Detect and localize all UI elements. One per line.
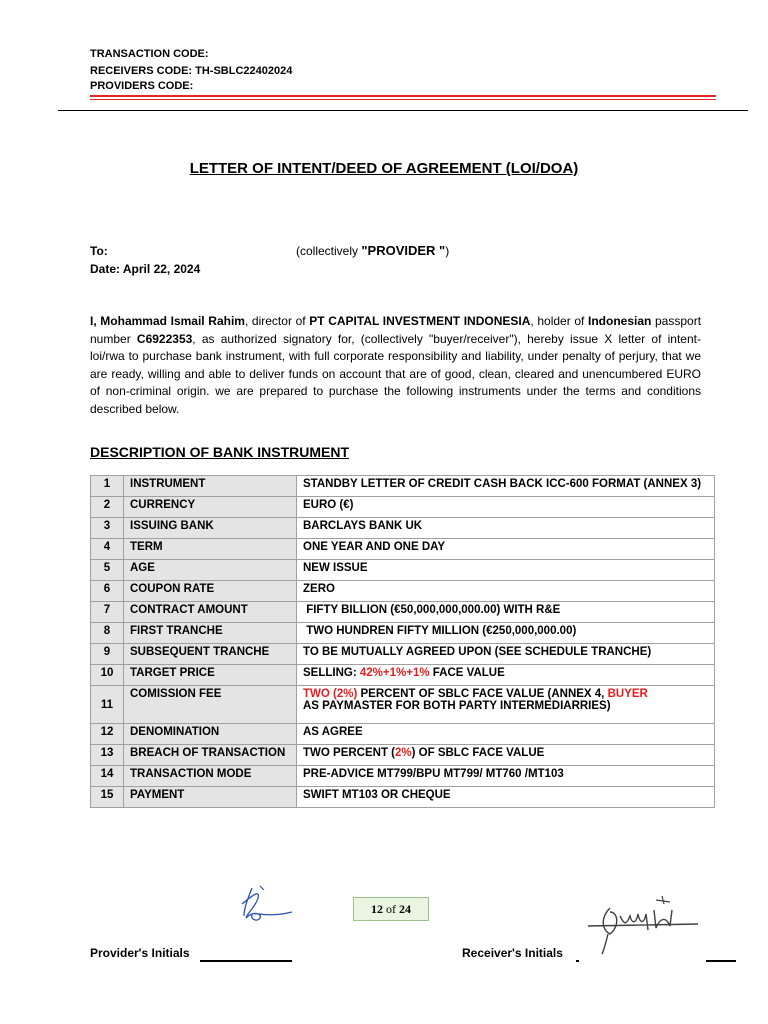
table-row bbox=[91, 476, 715, 497]
document-title: LETTER OF INTENT/DEED OF AGREEMENT (LOI/DOA) bbox=[189, 160, 579, 177]
to-label: To: bbox=[90, 244, 108, 258]
table-row bbox=[91, 518, 715, 539]
row-number: 10 bbox=[91, 665, 124, 686]
row-label: ISSUING BANK bbox=[124, 518, 297, 539]
row-value: ONE YEAR AND ONE DAY bbox=[297, 539, 715, 560]
row-label: SUBSEQUENT TRANCHE bbox=[124, 644, 297, 665]
row-value: NEW ISSUE bbox=[297, 560, 715, 581]
row-label: PAYMENT bbox=[124, 787, 297, 808]
receivers-code: RECEIVERS CODE: TH-SBLC22402024 bbox=[90, 65, 293, 77]
row-value: FIFTY BILLION (€50,000,000,000.00) WITH R&E bbox=[297, 602, 715, 623]
row-label: AGE bbox=[124, 560, 297, 581]
row-number: 8 bbox=[91, 623, 124, 644]
row-value: BARCLAYS BANK UK bbox=[297, 518, 715, 539]
row-label: INSTRUMENT bbox=[124, 476, 297, 497]
row-label: TRANSACTION MODE bbox=[124, 766, 297, 787]
provider-initials-label: Provider's Initials bbox=[90, 946, 190, 960]
header-rule bbox=[58, 110, 748, 111]
intro-paragraph: I, Mohammad Ismail Rahim, director of PT CAPITAL INVESTMENT INDONESIA, holder of Indonesian passport number C6922353, as authorized signatory for, (collectively "buyer/receiver"), hereby issue X letter of intent- loi/rwa to purchase bank instrument, with full corporate responsibility and liability, under penalty of perjury, that we are ready, willing and able to deliver funds on account that are of good, clean, cleared and unencumbered EURO of non-criminal origin. we are prepared to purchase the following instruments under the terms and conditions described below. bbox=[90, 314, 702, 416]
row-label: FIRST TRANCHE bbox=[124, 623, 297, 644]
receiver-initials-label: Receiver's Initials bbox=[462, 946, 563, 960]
row-number: 15 bbox=[91, 787, 124, 808]
row-label: TARGET PRICE bbox=[124, 665, 297, 686]
row-number: 4 bbox=[91, 539, 124, 560]
row-number: 11 bbox=[91, 686, 124, 724]
row-label: CONTRACT AMOUNT bbox=[124, 602, 297, 623]
row-value: TWO (2%) PERCENT OF SBLC FACE VALUE (ANNEX 4, BUYER AS PAYMASTER FOR BOTH PARTY INTERMEDIARRIES) bbox=[297, 686, 715, 724]
row-number: 13 bbox=[91, 745, 124, 766]
row-value: PRE-ADVICE MT799/BPU MT799/ MT760 /MT103 bbox=[297, 766, 715, 787]
page-indicator: 12 of 24 bbox=[353, 897, 429, 921]
row-label: COMISSION FEE bbox=[124, 686, 297, 724]
provider-signature bbox=[238, 884, 296, 924]
table-row bbox=[91, 686, 715, 724]
instrument-table bbox=[90, 475, 715, 808]
row-value: STANDBY LETTER OF CREDIT CASH BACK ICC-600 FORMAT (ANNEX 3) bbox=[297, 476, 715, 497]
row-number: 3 bbox=[91, 518, 124, 539]
row-label: CURRENCY bbox=[124, 497, 297, 518]
transaction-code: TRANSACTION CODE: bbox=[90, 48, 209, 60]
table-row bbox=[91, 497, 715, 518]
receiver-initials-line-start bbox=[576, 960, 579, 962]
row-label: TERM bbox=[124, 539, 297, 560]
collectively-provider: (collectively "PROVIDER ") bbox=[296, 243, 450, 258]
row-value: AS AGREE bbox=[297, 724, 715, 745]
receiver-initials-line bbox=[706, 960, 736, 962]
table-row bbox=[91, 560, 715, 581]
row-value: SWIFT MT103 OR CHEQUE bbox=[297, 787, 715, 808]
row-label: BREACH OF TRANSACTION bbox=[124, 745, 297, 766]
row-value: ZERO bbox=[297, 581, 715, 602]
row-value: TWO HUNDREN FIFTY MILLION (€250,000,000.00) bbox=[297, 623, 715, 644]
row-number: 1 bbox=[91, 476, 124, 497]
row-value: SELLING: 42%+1%+1% FACE VALUE bbox=[297, 665, 715, 686]
row-number: 7 bbox=[91, 602, 124, 623]
row-number: 9 bbox=[91, 644, 124, 665]
row-label: DENOMINATION bbox=[124, 724, 297, 745]
table-row bbox=[91, 539, 715, 560]
table-row bbox=[91, 724, 715, 745]
header-divider bbox=[90, 95, 716, 100]
providers-code: PROVIDERS CODE: bbox=[90, 80, 194, 92]
row-number: 5 bbox=[91, 560, 124, 581]
section-title: DESCRIPTION OF BANK INSTRUMENT bbox=[90, 444, 349, 460]
row-number: 6 bbox=[91, 581, 124, 602]
table-row bbox=[91, 581, 715, 602]
table-row bbox=[91, 745, 715, 766]
table-row bbox=[91, 623, 715, 644]
row-number: 12 bbox=[91, 724, 124, 745]
receiver-signature bbox=[580, 890, 704, 956]
table-row bbox=[91, 665, 715, 686]
provider-initials-line bbox=[200, 960, 292, 962]
row-value: TO BE MUTUALLY AGREED UPON (SEE SCHEDULE TRANCHE) bbox=[297, 644, 715, 665]
row-label: COUPON RATE bbox=[124, 581, 297, 602]
row-value: EURO (€) bbox=[297, 497, 715, 518]
table-row bbox=[91, 602, 715, 623]
table-row bbox=[91, 766, 715, 787]
row-value: TWO PERCENT (2%) OF SBLC FACE VALUE bbox=[297, 745, 715, 766]
table-row bbox=[91, 787, 715, 808]
document-date: Date: April 22, 2024 bbox=[90, 262, 201, 276]
row-number: 14 bbox=[91, 766, 124, 787]
row-number: 2 bbox=[91, 497, 124, 518]
table-row bbox=[91, 644, 715, 665]
